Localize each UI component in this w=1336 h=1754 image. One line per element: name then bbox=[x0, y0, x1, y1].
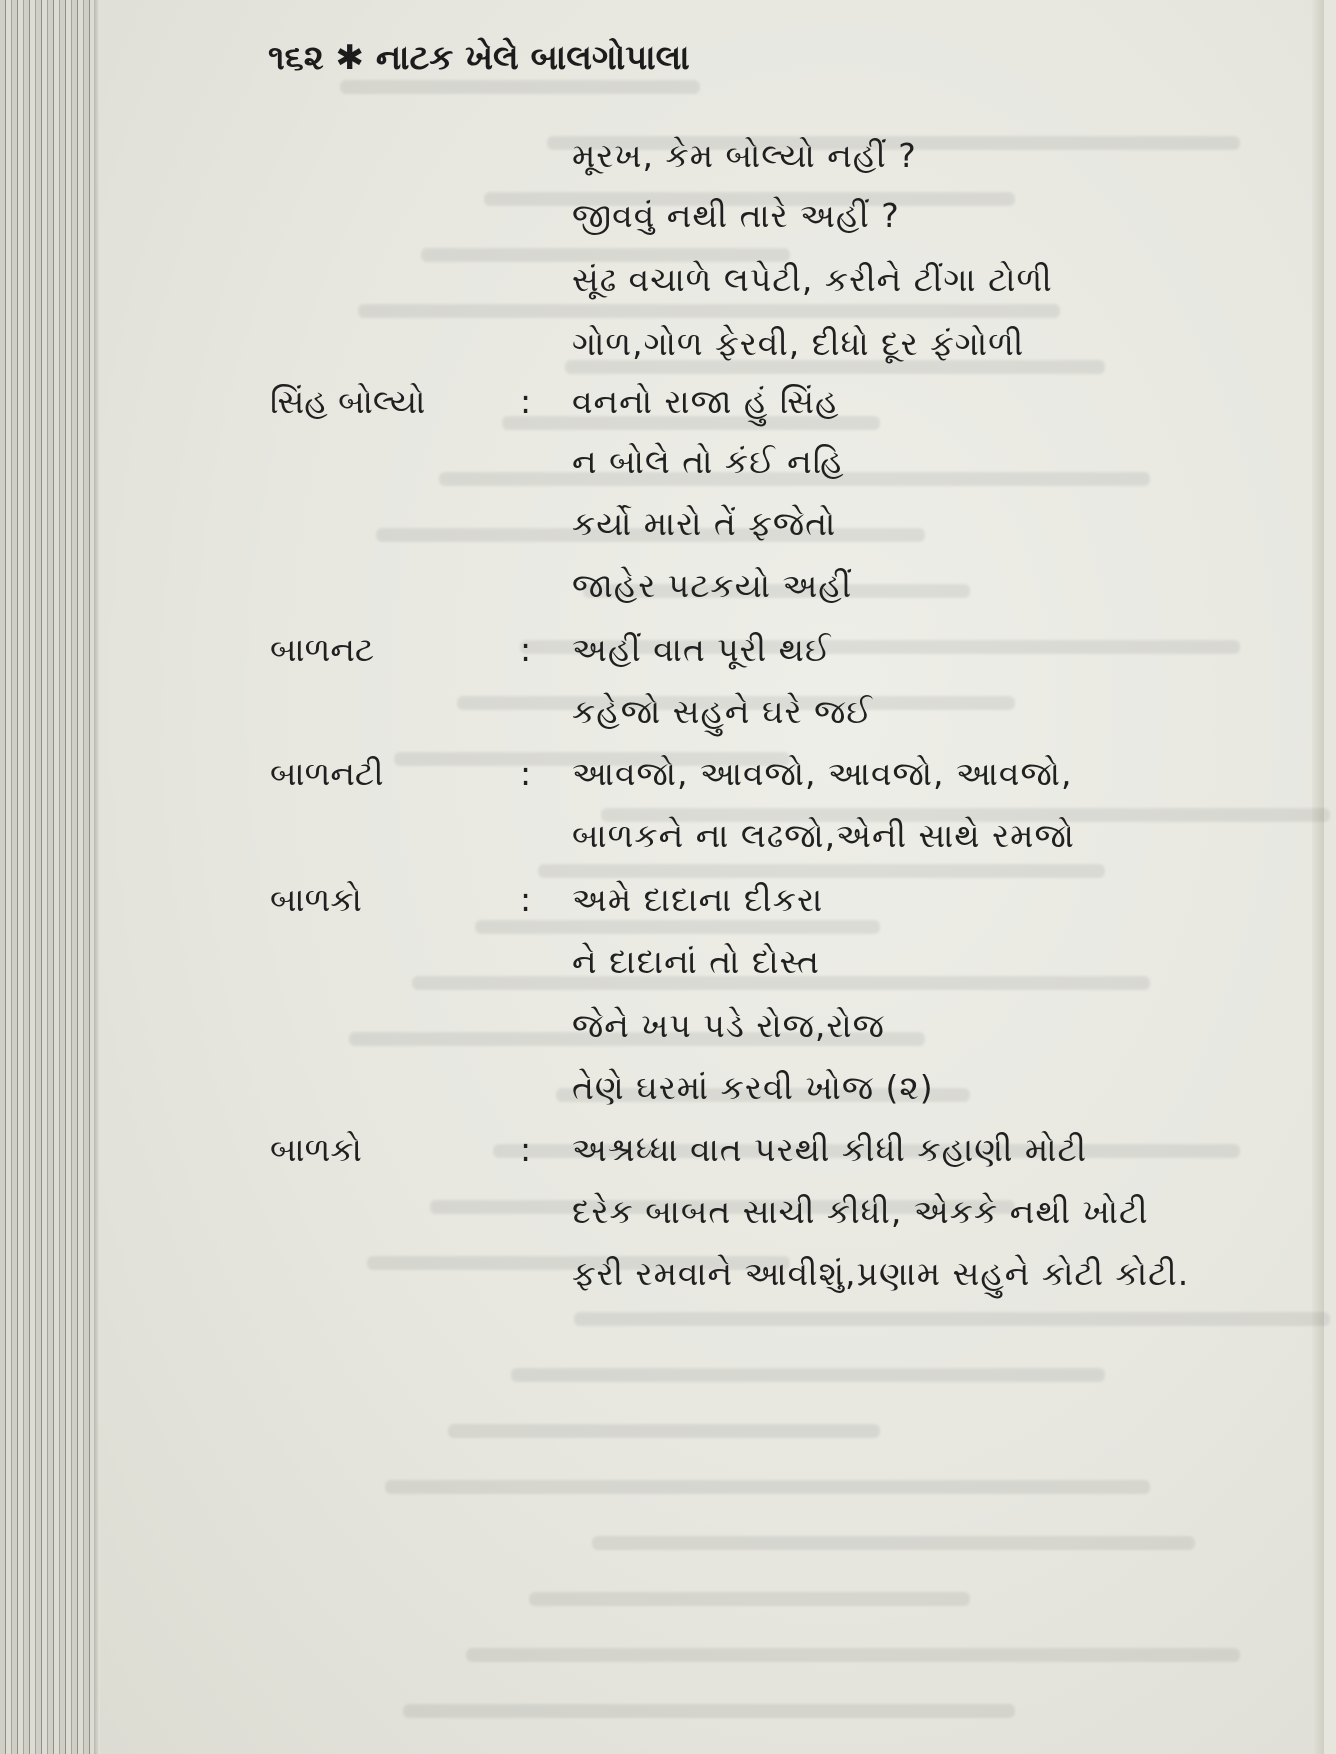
verse-line: તેણે ઘરમાં કરવી ખોજ (૨) bbox=[572, 1068, 934, 1107]
verse-line: અહીં વાત પૂરી થઈ bbox=[572, 630, 832, 669]
speaker-colon: : bbox=[520, 382, 532, 421]
verse-line: જેને ખપ પડે રોજ,રોજ bbox=[572, 1006, 885, 1045]
speaker-colon: : bbox=[520, 754, 532, 793]
speaker-colon: : bbox=[520, 630, 532, 669]
verse-line: ફરી રમવાને આવીશું,પ્રણામ સહુને કોટી કોટી. bbox=[572, 1254, 1190, 1293]
verse-line: કહેજો સહુને ઘરે જઈ bbox=[572, 692, 873, 731]
verse-line: જાહેર પટકયો અહીં bbox=[572, 566, 853, 605]
verse-line: ને દાદાનાં તો દોસ્ત bbox=[572, 942, 820, 981]
speaker-name: બાળનટી bbox=[270, 754, 384, 793]
verse-line: આવજો, આવજો, આવજો, આવજો, bbox=[572, 754, 1073, 793]
verse-line: અમે દાદાના દીકરા bbox=[572, 880, 824, 919]
speaker-colon: : bbox=[520, 1130, 532, 1169]
verse-line: જીવવું નથી તારે અહીં ? bbox=[572, 196, 900, 235]
verse-line: દરેક બાબત સાચી કીધી, એકકે નથી ખોટી bbox=[572, 1192, 1149, 1231]
verse-line: મૂરખ, કેમ બોલ્યો નહીં ? bbox=[572, 136, 917, 175]
verse-line: ગોળ,ગોળ ફેરવી, દીધો દૂર ફંગોળી bbox=[572, 324, 1025, 363]
speaker-colon: : bbox=[520, 880, 532, 919]
speaker-name: સિંહ બોલ્યો bbox=[270, 382, 426, 421]
verse-line: કર્યો મારો તેં ફજેતો bbox=[572, 504, 837, 543]
page-header: ૧૬૨ ✱ નાટક ખેલે બાલગોપાલા bbox=[268, 38, 690, 78]
verse-line: ન બોલે તો કંઈ નહિ bbox=[572, 442, 845, 481]
speaker-name: બાળકો bbox=[270, 880, 362, 919]
verse-line: અશ્રધ્ધા વાત પરથી કીધી કહાણી મોટી bbox=[572, 1130, 1088, 1169]
verse-line: સૂંઢ વચાળે લપેટી, કરીને ટીંગા ટોળી bbox=[572, 260, 1053, 299]
speaker-name: બાળકો bbox=[270, 1130, 362, 1169]
speaker-name: બાળનટ bbox=[270, 630, 375, 669]
verse-line: બાળકને ના લઢજો,એની સાથે રમજો bbox=[572, 816, 1075, 855]
verse-line: વનનો રાજા હું સિંહ bbox=[572, 382, 840, 421]
